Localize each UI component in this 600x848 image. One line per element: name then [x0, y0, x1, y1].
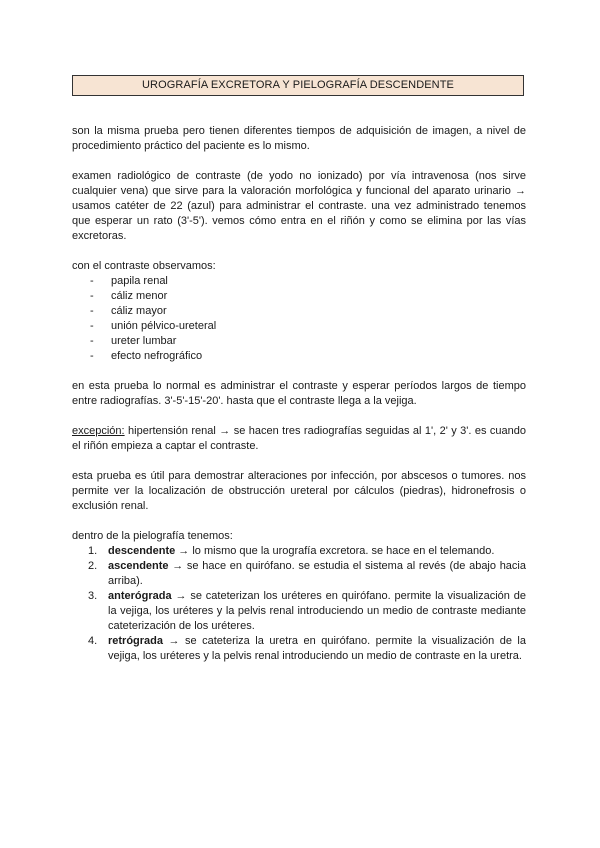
exception-paragraph — [72, 424, 526, 454]
contrast-intro-paragraph: con el contraste observamos: — [72, 260, 216, 272]
observed-structures-list — [72, 274, 526, 364]
timing-paragraph: en esta prueba lo normal es administrar el contraste y esperar períodos largos de tiempo entre radiografías. 3'-5'-15'-20'. hasta que el contraste llega a la vejiga. — [72, 380, 526, 407]
exam-description-paragraph: examen radiológico de contraste (de yodo no ionizado) por vía intravenosa (nos sirve cualquier vena) que sirve para la valoración morfológica y funcional del aparato urinario → usamos catéter de 22 (azul) para administrar el contraste. una vez administrado tenemos que esperar un rato (3'-5'). vemos cómo entra en el riñón y como se elimina por las vías excretoras. — [72, 170, 526, 242]
intro-paragraph: son la misma prueba pero tienen diferentes tiempos de adquisición de imagen, a nivel de procedimiento práctico del paciente es lo mismo. — [72, 125, 526, 152]
list-item: 1. descendente → lo mismo que la urografía excretora. se hace en el telemando. — [88, 545, 495, 557]
list-item: 2. ascendente → se hace en quirófano. se estudia el sistema al revés (de abajo hacia arriba). — [88, 560, 526, 587]
list-item: - cáliz menor — [90, 290, 168, 302]
list-item: - efecto nefrográfico — [90, 350, 203, 362]
pyelography-intro-paragraph: dentro de la pielografía tenemos: — [72, 530, 233, 542]
term-ascendente: ascendente — [108, 560, 169, 572]
list-item: 4. retrógrada → se cateteriza la uretra en quirófano. permite la visualización de la vejiga, los uréteres y la pelvis renal introduciendo un medio de contraste en la uretra. — [88, 635, 526, 662]
term-retrograda: retrógrada — [108, 635, 164, 647]
term-anterograda: anterógrada — [108, 590, 172, 602]
list-item: 3. anterógrada → se cateterizan los uréteres en quirófano. permite la visualización de la vejiga, los uréteres y la pelvis renal introduciendo un medio de contraste mediante cateterización de los uréteres. — [88, 590, 526, 632]
usefulness-paragraph: esta prueba es útil para demostrar alteraciones por infección, por abscesos o tumores. nos permite ver la localización de obstrucción ureteral por cálculos (piedras), hidronefrosis o exclusión renal. — [72, 470, 526, 512]
list-item: - ureter lumbar — [90, 335, 177, 347]
document-body — [72, 124, 526, 664]
list-item: - cáliz mayor — [90, 305, 167, 317]
list-item: - papila renal — [90, 275, 168, 287]
pyelography-types-list — [72, 544, 526, 664]
exception-text: hipertensión renal → se hacen tres radiografías seguidas al 1', 2' y 3'. es cuando el riñón empieza a captar el contraste. — [72, 425, 526, 452]
document-title: UROGRAFÍA EXCRETORA Y PIELOGRAFÍA DESCENDENTE — [72, 75, 524, 96]
list-item: - unión pélvico-ureteral — [90, 320, 217, 332]
term-descendente: descendente — [108, 545, 176, 557]
exception-label: excepción: — [72, 425, 125, 437]
